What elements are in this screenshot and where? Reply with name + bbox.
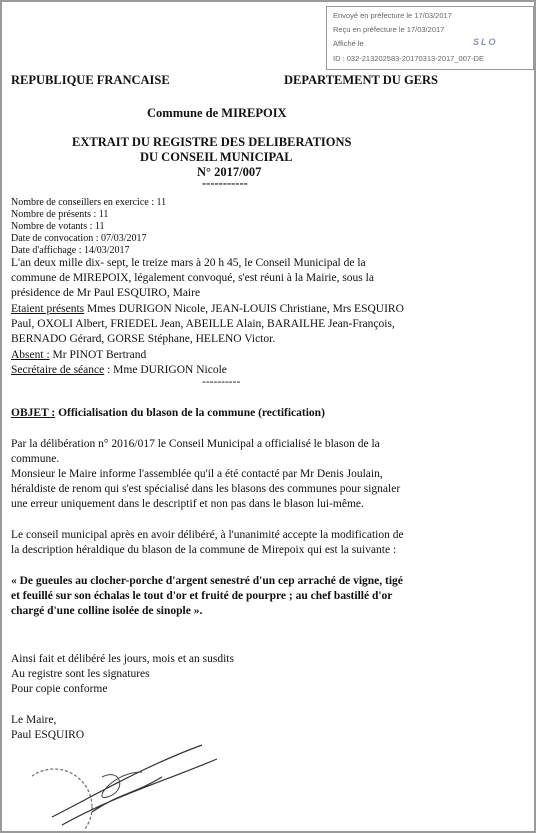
presents-names: Mmes DURIGON Nicole, JEAN-LOUIS Christiane, Mrs ESQUIRO <box>84 303 404 315</box>
stamp-received: Reçu en préfecture le 17/03/2017 <box>333 25 445 34</box>
paragraph-line: Le conseil municipal après en avoir délibéré, à l'unanimité accepte la modification de <box>11 529 404 541</box>
closing-line: Pour copie conforme <box>11 683 108 695</box>
register-title-2: DU CONSEIL MUNICIPAL <box>140 150 293 164</box>
absent-line <box>11 349 146 361</box>
display-date: Date d'affichage : 14/03/2017 <box>11 245 130 256</box>
closing-line: Au registre sont les signatures <box>11 668 150 680</box>
presents-line <box>11 303 404 315</box>
objet-line <box>11 407 325 419</box>
count-present: Nombre de présents : 11 <box>11 209 109 220</box>
paragraph-line: la description héraldique du blason de la commune de Mirepoix qui est la suivante : <box>11 544 397 556</box>
heraldic-description: chargé d'une colline isolée de sinople ». <box>11 605 203 617</box>
absent-label: Absent : <box>11 349 50 361</box>
paragraph-line: héraldiste de renom qui s'est spécialisé dans les blasons des communes pour signaler <box>11 483 401 495</box>
stamp-displayed: Affiché le <box>333 39 364 48</box>
title-separator: ----------- <box>202 176 248 190</box>
paragraph-line: une erreur uniquement dans le descriptif et non pas dans le blason lui-même. <box>11 498 364 510</box>
prefecture-stamp <box>326 6 534 70</box>
stamp-id: ID : 032-213202583-20170313-2017_007-DE <box>333 54 484 63</box>
register-title-1: EXTRAIT DU REGISTRE DES DELIBERATIONS <box>72 135 352 149</box>
intro-line: présidence de Mr Paul ESQUIRO, Maire <box>11 287 201 299</box>
paragraph-line: Monsieur le Maire informe l'assemblée qu'il a été contacté par Mr Denis Joulain, <box>11 468 383 480</box>
signer-name: Paul ESQUIRO <box>11 729 85 741</box>
slo-logo-icon: SLO <box>473 37 498 47</box>
intro-line: L'an deux mille dix- sept, le treize mars à 20 h 45, le Conseil Municipal de la <box>11 257 366 269</box>
convocation-date: Date de convocation : 07/03/2017 <box>11 233 147 244</box>
absent-name: Mr PINOT Bertrand <box>49 349 147 361</box>
signer-title: Le Maire, <box>11 714 57 726</box>
header-department: DEPARTEMENT DU GERS <box>284 73 438 87</box>
intro-line: commune de MIREPOIX, légalement convoqué, s'est réuni à la Mairie, sous la <box>11 272 374 284</box>
count-councillors: Nombre de conseillers en exercice : 11 <box>11 197 167 208</box>
secretary-label: Secrétaire de séance <box>11 364 105 376</box>
objet-value: Officialisation du blason de la commune (rectification) <box>55 407 325 419</box>
stamp-sent: Envoyé en préfecture le 17/03/2017 <box>333 11 452 20</box>
signature-stamp-icon <box>32 737 232 829</box>
presents-line: BERNADO Gérard, GORSE Stéphane, HELENO Victor. <box>11 333 276 345</box>
header-republic: REPUBLIQUE FRANCAISE <box>11 73 170 87</box>
objet-label: OBJET : <box>11 407 56 419</box>
presents-label: Etaient présents <box>11 303 85 315</box>
paragraph-line: Par la délibération n° 2016/017 le Conseil Municipal a officialisé le blason de la <box>11 438 380 450</box>
heraldic-description: « De gueules au clocher-porche d'argent senestré d'un cep arraché de vigne, tigé <box>11 575 403 587</box>
heraldic-description: et feuillé sur son échalas le tout d'or et fruité de pourpre ; au chef bastillé d'or <box>11 590 393 602</box>
secretary-line <box>11 364 227 376</box>
deliberation-number: N° 2017/007 <box>197 165 262 179</box>
secretary-name: : Mme DURIGON Nicole <box>104 364 227 376</box>
presents-line: Paul, OXOLI Albert, FRIEDEL Jean, ABEILLE Alain, BARAILHE Jean-François, <box>11 318 395 330</box>
count-voters: Nombre de votants : 11 <box>11 221 105 232</box>
paragraph-line: commune. <box>11 453 60 465</box>
section-separator: ---------- <box>202 376 241 388</box>
closing-line: Ainsi fait et délibéré les jours, mois et an susdits <box>11 653 234 665</box>
commune-name: Commune de MIREPOIX <box>147 106 287 120</box>
